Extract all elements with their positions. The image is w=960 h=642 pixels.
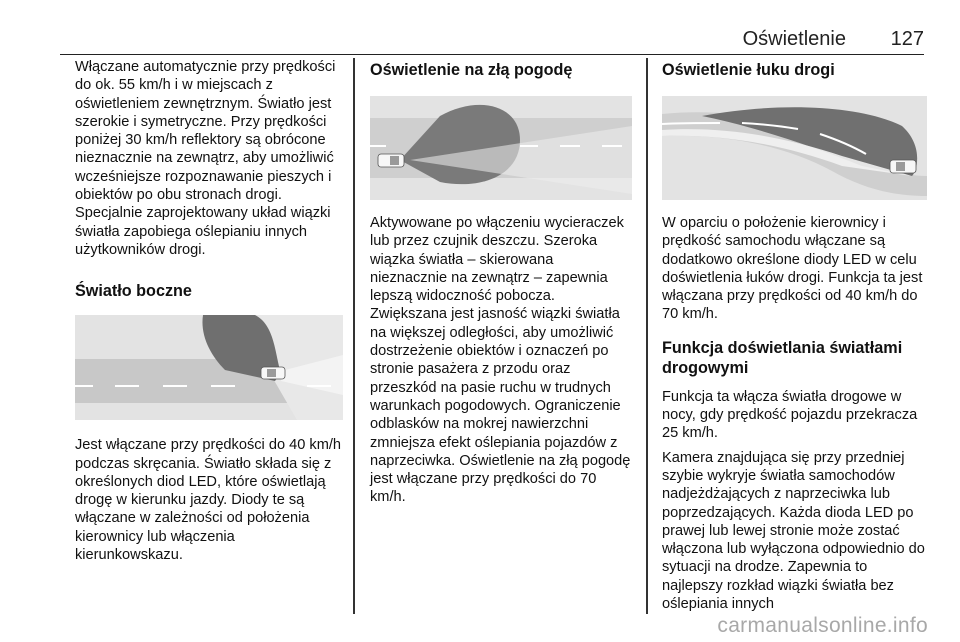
side-light-paragraph: Jest włączane przy prędkości do 40 km/h podczas skręcania. Światło składa się z określonych diod LED, które oświetlają drogę w kierunku jazdy. Diody te są włączane w zależności od położenia kierownicy lub włączenia kierunkowskazu. (75, 437, 342, 564)
curve-light-heading: Oświetlenie łuku drogi (662, 61, 835, 79)
intro-paragraph: Włączane automatycznie przy prędkości do ok. 55 km/h i w miejscach z oświetleniem zewnętrznym. Światło jest szerokie i symetryczne. Przy prędkości poniżej 30 km/h reflektory są obrócone nieznacznie na zewnątrz, aby umożliwić wcześniejsze rozpoznawanie pieszych i obiektów po obu stronach drogi. Specjalnie zaprojektowany układ wiązki światła zapobiega oślepianiu innych użytkowników drogi. (75, 59, 336, 258)
column-1 (75, 58, 343, 564)
high-beam-paragraph-1: Funkcja ta włącza światła drogowe w nocy, gdy prędkość pojazdu przekracza 25 km/h. (662, 388, 918, 442)
bad-weather-heading: Oświetlenie na złą pogodę (370, 61, 573, 79)
column-2 (370, 58, 632, 507)
side-light-heading: Światło boczne (75, 282, 192, 301)
page-title: Oświetlenie (742, 28, 846, 50)
bad-weather-paragraph: Aktywowane po włączeniu wycieraczek lub przez czujnik deszczu. Szeroka wiązka światła – skierowana nieznacznie na zewnątrz – zapewnia lepszą widoczność pobocza. Zwiększana jest jasność wiązki światła na większej odległości, aby umożliwić dostrzeżenie obiektów i oznaczeń po stronie pasażera z przodu oraz przeszkód na pasie ruchu w trudnych warunkach pogodowych. Ograniczenie odblasków na mokrej nawierzchni zmniejsza efekt oślepiania pojazdów z naprzeciwka. Oświetlenie na złą pogodę jest włączane przy prędkości do 70 km/h. (370, 215, 631, 506)
side-light-illustration (75, 315, 343, 420)
high-beam-heading: Funkcja doświetlania światłami drogowymi (662, 338, 903, 377)
watermark: carmanualsonline.info (717, 614, 928, 637)
column-divider (353, 58, 355, 614)
page-header (60, 24, 924, 55)
curve-light-illustration (662, 96, 927, 200)
curve-light-paragraph: W oparciu o położenie kierownicy i prędkość samochodu włączane są dodatkowo określone diody LED w celu doświetlenia łuków drogi. Funkcja ta jest włączana przy prędkości od 40 km/h do 70 km/h. (662, 215, 923, 323)
column-3 (662, 58, 927, 613)
bad-weather-illustration (370, 96, 632, 200)
page-number: 127 (890, 28, 924, 50)
column-divider (646, 58, 648, 614)
high-beam-paragraph-2: Kamera znajdująca się przy przedniej szybie wykryje światła samochodów nadjeżdżających z naprzeciwka lub poprzedzających. Każda dioda LED po prawej lub lewej stronie może zostać włączona lub wyłączona odpowiednio do sytuacji na drodze. Zapewnia to najlepszy rozkład wiązki światła bez oślepiania innych (662, 449, 925, 613)
